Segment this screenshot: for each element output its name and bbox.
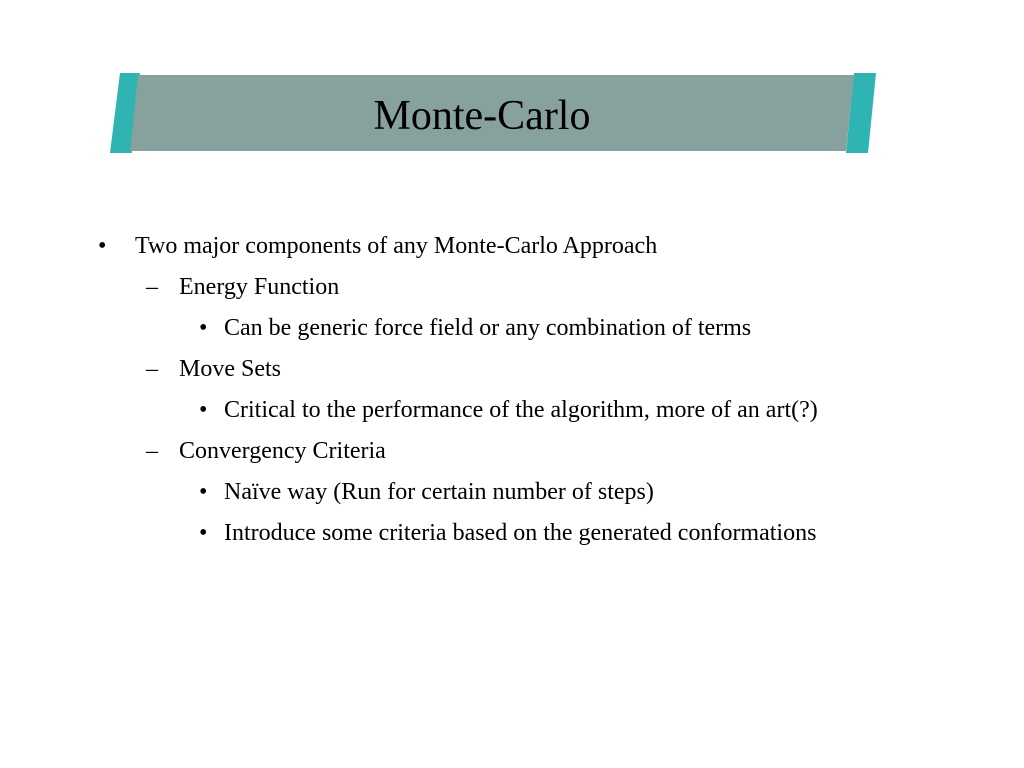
- bullet-text: Can be generic force field or any combination of terms: [224, 315, 752, 341]
- bullet-marker: •: [98, 233, 107, 259]
- dash-marker: –: [146, 274, 158, 300]
- bullet-text: Naïve way (Run for certain number of steps): [224, 479, 654, 505]
- dash-marker: –: [146, 356, 158, 382]
- bullet-text: Energy Function: [179, 274, 340, 300]
- dash-marker: –: [146, 438, 158, 464]
- bullet-marker: •: [199, 479, 208, 505]
- bullet-marker: •: [199, 397, 208, 423]
- bullet-text: Critical to the performance of the algorithm, more of an art(?): [224, 397, 818, 423]
- bullet-text: Convergency Criteria: [179, 438, 386, 464]
- bullet-marker: •: [199, 520, 208, 546]
- bullet-marker: •: [199, 315, 208, 341]
- bullet-text: Two major components of any Monte-Carlo Approach: [135, 233, 658, 259]
- bullet-text: Move Sets: [179, 356, 281, 382]
- slide-title: Monte-Carlo: [373, 93, 591, 139]
- bullet-text: Introduce some criteria based on the generated conformations: [224, 520, 817, 546]
